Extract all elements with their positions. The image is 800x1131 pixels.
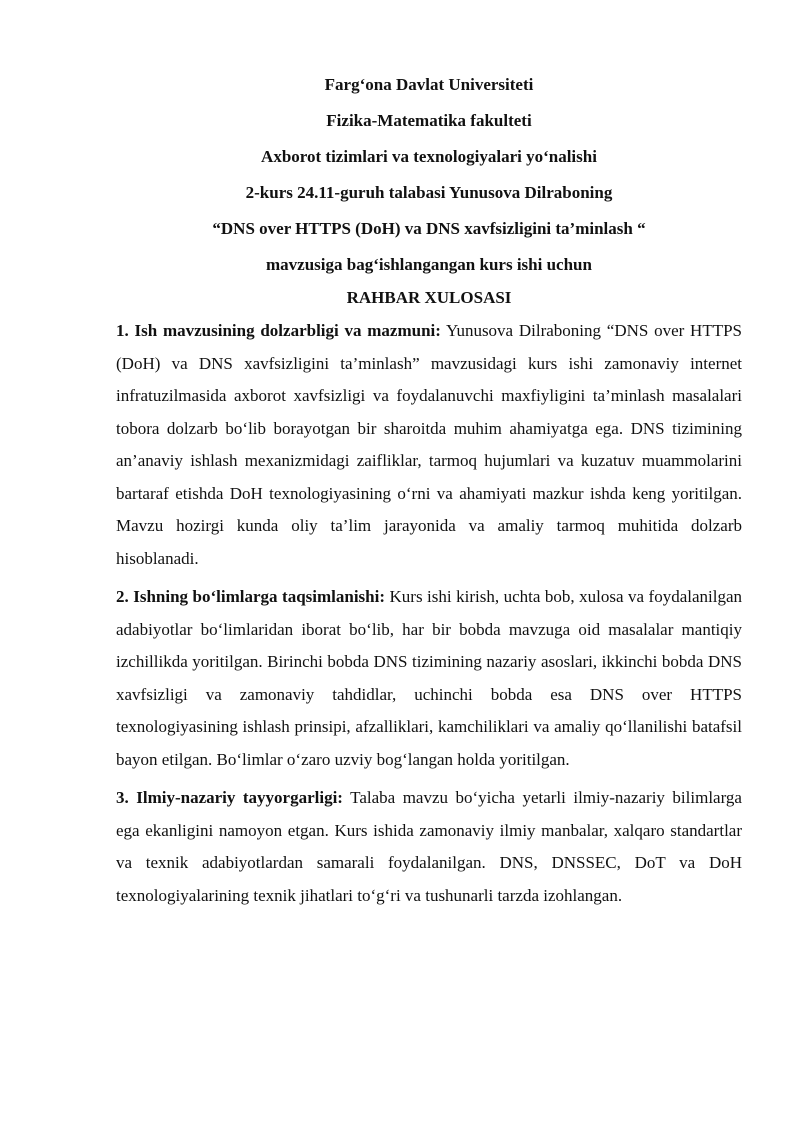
topic-line: “DNS over HTTPS (DoH) va DNS xavfsizligini ta’minlash “: [212, 219, 646, 238]
section-text: Kurs ishi kirish, uchta bob, xulosa va foydalanilgan adabiyotlar bo‘limlaridan iborat bo‘lib, har bir bobda mavzuga oid masalalar mantiqiy izchillikda yoritilgan. Birinchi bobda DNS tizimining nazariy asoslari, ikkinchi bobda DNS xavfsizligi va zamonaviy tahdidlar, uchinchi bobda esa DNS over HTTPS texnologiyasining ishlash prinsipi, afzalliklari, kamchiliklari va amaliy qo‘llanilishi batafsil bayon etilgan. Bo‘limlar o‘zaro uzviy bog‘langan holda yoritilgan.: [116, 587, 742, 769]
section-theory: [116, 782, 742, 912]
document-title: RAHBAR XULOSASI: [346, 288, 512, 307]
section-structure: [116, 581, 742, 776]
section-heading: 1. Ish mavzusining dolzarbligi va mazmuni:: [116, 321, 441, 340]
university-name: Farg‘ona Davlat Universiteti: [324, 75, 534, 94]
faculty-name: Fizika-Matematika fakulteti: [326, 111, 532, 130]
section-text: Yunusova Dilraboning “DNS over HTTPS (DoH) va DNS xavfsizligini ta’minlash” mavzusidagi kurs ishi zamonaviy internet infratuzilmasida axborot xavfsizligi va foydalanuvchi maxfiyligini ta’minlash masalalari tobora dolzarb bo‘lib borayotgan bir sharoitda muhim ahamiyatga ega. DNS tizimining an’anaviy ishlash mexanizmidagi zaifliklar, tarmoq hujumlari va kuzatuv muammolarini bartaraf etishda DoH texnologiyasining o‘rni va ahamiyati mazkur ishda keng yoritilgan. Mavzu hozirgi kunda oliy ta’lim jarayonida va amaliy tarmoq muhitida dolzarb hisoblanadi.: [116, 321, 743, 568]
purpose-line: mavzusiga bag‘ishlangangan kurs ishi uchun: [266, 255, 592, 274]
direction-name: Axborot tizimlari va texnologiyalari yo‘nalishi: [261, 147, 597, 166]
student-line: 2-kurs 24.11-guruh talabasi Yunusova Dilraboning: [245, 183, 613, 202]
section-relevance: [116, 315, 742, 575]
section-text: Talaba mavzu bo‘yicha yetarli ilmiy-nazariy bilimlarga ega ekanligini namoyon etgan. Kurs ishida zamonaviy ilmiy manbalar, xalqaro standartlar va texnik adabiyotlardan samarali foydalanilgan. DNS, DNSSEC, DoT va DoH texnologiyalarining texnik jihatlari to‘g‘ri va tushunarli tarzda izohlangan.: [116, 788, 742, 905]
section-heading: 2. Ishning bo‘limlarga taqsimlanishi:: [116, 587, 386, 606]
section-heading: 3. Ilmiy-nazariy tayyorgarligi:: [116, 788, 343, 807]
